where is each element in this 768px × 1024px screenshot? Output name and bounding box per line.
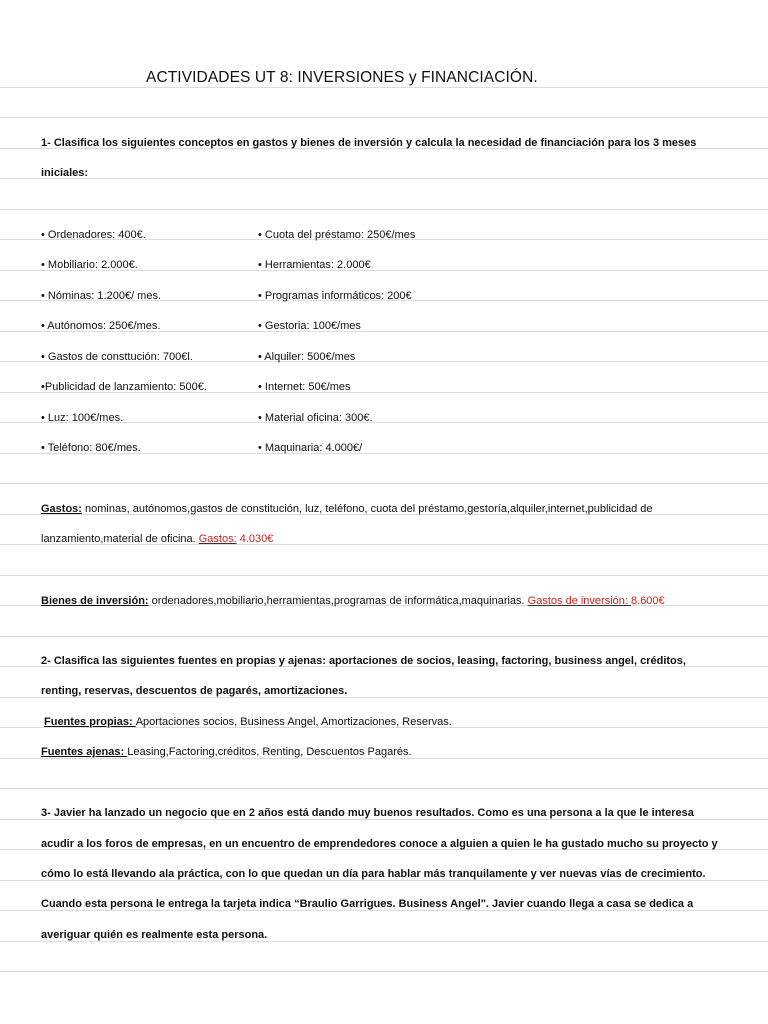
- fuentes-propias: [44, 715, 452, 729]
- list-item: • Luz: 100€/mes.: [41, 412, 124, 424]
- question-3-line: acudir a los foros de empresas, en un encuentro de emprendedores conoce a alguien a quien le ha gustado mucho su proyecto y: [41, 838, 718, 850]
- list-item: • Alquiler: 500€/mes: [258, 351, 356, 363]
- list-item: • Programas informáticos: 200€: [258, 290, 412, 302]
- list-item: • Maquinaria: 4.000€/: [258, 442, 363, 454]
- question-3-line: averiguar quién es realmente esta persona.: [41, 929, 268, 941]
- bienes-text: ordenadores,mobiliario,herramientas,programas de informática,maquinarias.: [148, 595, 528, 607]
- list-item: • Cuota del préstamo: 250€/mes: [258, 229, 416, 241]
- rule-line: [0, 209, 768, 210]
- bienes-answer: [41, 594, 665, 608]
- page-title: ACTIVIDADES UT 8: INVERSIONES y FINANCIACIÓN.: [146, 69, 538, 86]
- bienes-label: Bienes de inversión:: [41, 595, 149, 607]
- list-item: • Herramientas: 2.000€: [258, 259, 371, 271]
- list-item: • Ordenadores: 400€.: [41, 229, 146, 241]
- gastos-answer-line-2: [41, 532, 273, 546]
- question-3-line: 3- Javier ha lanzado un negocio que en 2 años está dando muy buenos resultados. Como es una persona a la que le interesa: [41, 807, 694, 819]
- list-item: • Nóminas: 1.200€/ mes.: [41, 290, 162, 302]
- list-item: • Material oficina: 300€.: [258, 412, 373, 424]
- list-item: • Gastos de consttución: 700€l.: [41, 351, 193, 363]
- rule-line: [0, 971, 768, 972]
- rule-line: [0, 117, 768, 118]
- gastos-label: Gastos:: [41, 503, 82, 515]
- question-1-line-2: iniciales:: [41, 167, 89, 179]
- fuentes-ajenas-text: Leasing,Factoring,créditos, Renting, Descuentos Pagarés.: [127, 746, 412, 758]
- gastos-total-label: Gastos:: [198, 533, 237, 545]
- list-item: • Teléfono: 80€/mes.: [41, 442, 141, 454]
- fuentes-propias-text: Aportaciones socios, Business Angel, Amortizaciones, Reservas.: [135, 716, 452, 728]
- fuentes-propias-label: Fuentes propias:: [44, 716, 136, 728]
- bienes-total-value: 8.600€: [631, 595, 665, 607]
- list-item: •Publicidad de lanzamiento: 500€.: [41, 381, 207, 393]
- list-item: • Mobiliario: 2.000€.: [41, 259, 138, 271]
- question-3-line: cómo lo está llevando ala práctica, con lo que quedan un día para hablar más tranquilamente y ver nuevas vías de crecimiento.: [41, 868, 706, 880]
- list-item: • Gestoria: 100€/mes: [258, 320, 361, 332]
- gastos-total-value: 4.030€: [236, 533, 274, 545]
- question-2-line-1: 2- Clasifica las siguientes fuentes en propias y ajenas: aportaciones de socios, leasing, factoring, business angel, créditos,: [41, 655, 686, 667]
- rule-line: [0, 483, 768, 484]
- rule-line: [0, 636, 768, 637]
- question-1-line-1: 1- Clasifica los siguientes conceptos en gastos y bienes de inversión y calcula la necesidad de financiación para los 3 meses: [41, 137, 697, 149]
- fuentes-ajenas: [41, 745, 412, 759]
- rule-line: [0, 178, 768, 179]
- list-item: • Internet: 50€/mes: [258, 381, 351, 393]
- question-2-line-2: renting, reservas, descuentos de pagarés, amortizaciones.: [41, 685, 348, 697]
- rule-line: [0, 788, 768, 789]
- gastos-answer-line-1: [41, 502, 653, 516]
- question-3-line: Cuando esta persona le entrega la tarjeta indica “Braulio Garrigues. Business Angel". Javier cuando llega a casa se dedica a: [41, 898, 694, 910]
- rule-line: [0, 575, 768, 576]
- gastos-text: nominas, autónomos,gastos de constitución, luz, teléfono, cuota del préstamo,gestoría,alquiler,internet,publicidad de: [81, 503, 653, 515]
- fuentes-ajenas-label: Fuentes ajenas:: [41, 746, 128, 758]
- gastos-text-2: lanzamiento,material de oficina.: [41, 533, 199, 545]
- list-item: • Autónomos: 250€/mes.: [41, 320, 161, 332]
- bienes-total-label: Gastos de inversión:: [527, 595, 632, 607]
